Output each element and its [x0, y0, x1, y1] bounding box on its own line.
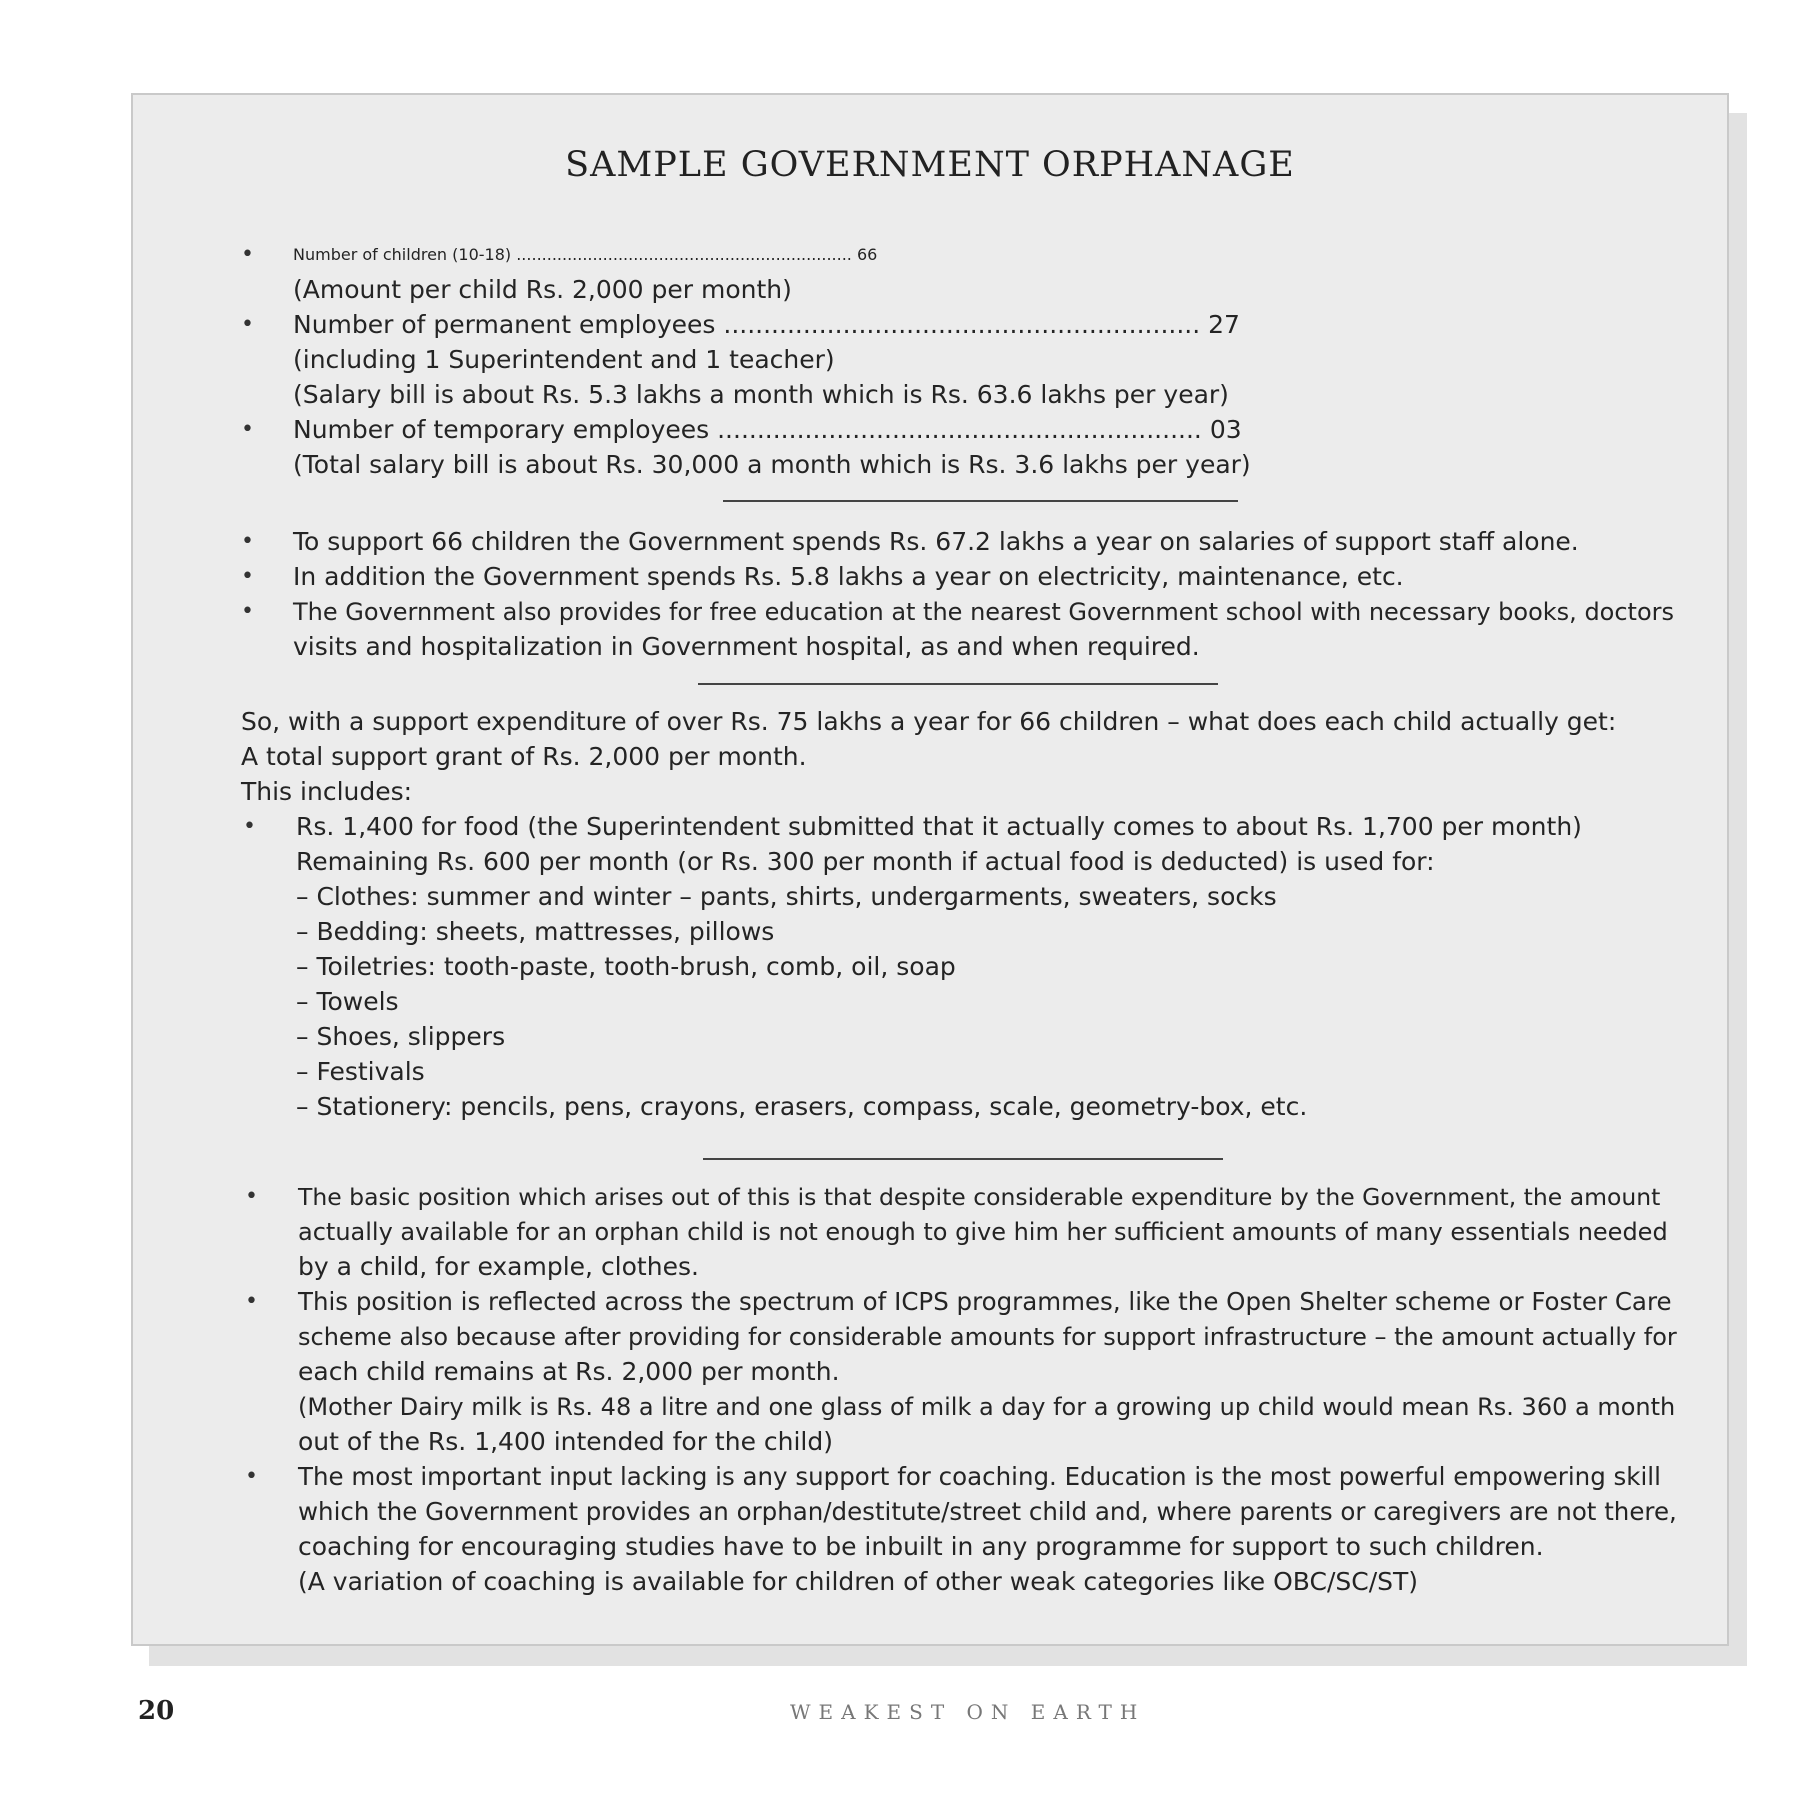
support-point: visits and hospitalization in Government hospital, as and when required. — [293, 632, 1200, 661]
leader-dots: .................................................................. — [516, 245, 852, 264]
page-title: SAMPLE GOVERNMENT ORPHANAGE — [565, 145, 1295, 185]
support-point: To support 66 children the Government spends Rs. 67.2 lakhs a year on salaries of support staff alone. — [293, 527, 1579, 556]
section-divider — [703, 1158, 1223, 1160]
bullet: • — [241, 312, 254, 337]
conclusion-line: (A variation of coaching is available for children of other weak categories like OBC/SC/ST) — [298, 1567, 1419, 1596]
bullet: • — [245, 1184, 258, 1209]
includes-line: Remaining Rs. 600 per month (or Rs. 300 per month if actual food is deducted) is used for: — [296, 847, 1435, 876]
fact-temporary — [293, 413, 1242, 447]
conclusion-line: This position is reflected across the spectrum of ICPS programmes, like the Open Shelter scheme or Foster Care — [298, 1287, 1672, 1316]
bullet: • — [241, 242, 254, 267]
content-box — [131, 93, 1729, 1646]
bullet: • — [241, 529, 254, 554]
fact-label: Number of temporary employees — [293, 415, 718, 444]
section-divider — [723, 500, 1238, 502]
summary-line: So, with a support expenditure of over Rs. 75 lakhs a year for 66 children – what does each child actually get: — [241, 707, 1617, 736]
conclusion-line: actually available for an orphan child is not enough to give him her sufficient amounts of many essentials needed — [298, 1218, 1668, 1246]
fact-note: (Total salary bill is about Rs. 30,000 a month which is Rs. 3.6 lakhs per year) — [293, 450, 1251, 479]
includes-line: Rs. 1,400 for food (the Superintendent submitted that it actually comes to about Rs. 1,700 per month) — [296, 812, 1582, 841]
conclusion-line: each child remains at Rs. 2,000 per month. — [298, 1357, 840, 1386]
use-item: – Towels — [296, 987, 399, 1016]
conclusion-line: by a child, for example, clothes. — [298, 1252, 699, 1281]
fact-label: Number of permanent employees — [293, 310, 724, 339]
conclusion-line: which the Government provides an orphan/destitute/street child and, where parents or caregivers are not there, — [298, 1497, 1677, 1526]
leader-dots: ............................................................. — [717, 415, 1202, 444]
fact-permanent — [293, 308, 1240, 342]
bullet: • — [245, 1464, 258, 1489]
use-item: – Stationery: pencils, pens, crayons, erasers, compass, scale, geometry-box, etc. — [296, 1092, 1308, 1121]
fact-value: 27 — [1208, 310, 1240, 339]
support-point: The Government also provides for free education at the nearest Government school with necessary books, doctors — [293, 598, 1675, 626]
use-item: – Toiletries: tooth-paste, tooth-brush, comb, oil, soap — [296, 952, 956, 981]
conclusion-line: scheme also because after providing for considerable amounts for support infrastructure – the amount actually for — [298, 1323, 1677, 1351]
bullet: • — [243, 814, 256, 839]
conclusion-line: The basic position which arises out of this is that despite considerable expenditure by the Government, the amount — [298, 1183, 1661, 1211]
leader-dots: ............................................................ — [723, 310, 1201, 339]
conclusion-line: out of the Rs. 1,400 intended for the child) — [298, 1427, 833, 1456]
fact-note: (Amount per child Rs. 2,000 per month) — [293, 275, 792, 304]
bullet: • — [241, 417, 254, 442]
conclusion-line: The most important input lacking is any support for coaching. Education is the most powerful empowering skill — [298, 1462, 1661, 1491]
summary-line: This includes: — [241, 777, 413, 806]
use-item: – Festivals — [296, 1057, 425, 1086]
page-number: 20 — [138, 1696, 175, 1726]
use-item: – Shoes, slippers — [296, 1022, 506, 1051]
fact-note: (including 1 Superintendent and 1 teacher) — [293, 345, 835, 374]
conclusion-line: (Mother Dairy milk is Rs. 48 a litre and one glass of milk a day for a growing up child would mean Rs. 360 a month — [298, 1393, 1676, 1421]
bullet: • — [241, 599, 254, 624]
support-point: In addition the Government spends Rs. 5.8 lakhs a year on electricity, maintenance, etc. — [293, 562, 1404, 591]
fact-note: (Salary bill is about Rs. 5.3 lakhs a month which is Rs. 63.6 lakhs per year) — [293, 380, 1229, 409]
section-divider — [698, 683, 1218, 685]
fact-value: 66 — [856, 245, 878, 264]
fact-label: Number of children (10-18) — [293, 245, 517, 264]
fact-value: 03 — [1209, 415, 1242, 444]
use-item: – Bedding: sheets, mattresses, pillows — [296, 917, 775, 946]
bullet: • — [241, 564, 254, 589]
bullet: • — [245, 1289, 258, 1314]
fact-children — [293, 238, 1713, 272]
running-head: WEAKEST ON EARTH — [790, 1700, 1146, 1724]
use-item: – Clothes: summer and winter – pants, shirts, undergarments, sweaters, socks — [296, 882, 1277, 911]
summary-line: A total support grant of Rs. 2,000 per month. — [241, 742, 807, 771]
conclusion-line: coaching for encouraging studies have to be inbuilt in any programme for support to such children. — [298, 1532, 1544, 1561]
